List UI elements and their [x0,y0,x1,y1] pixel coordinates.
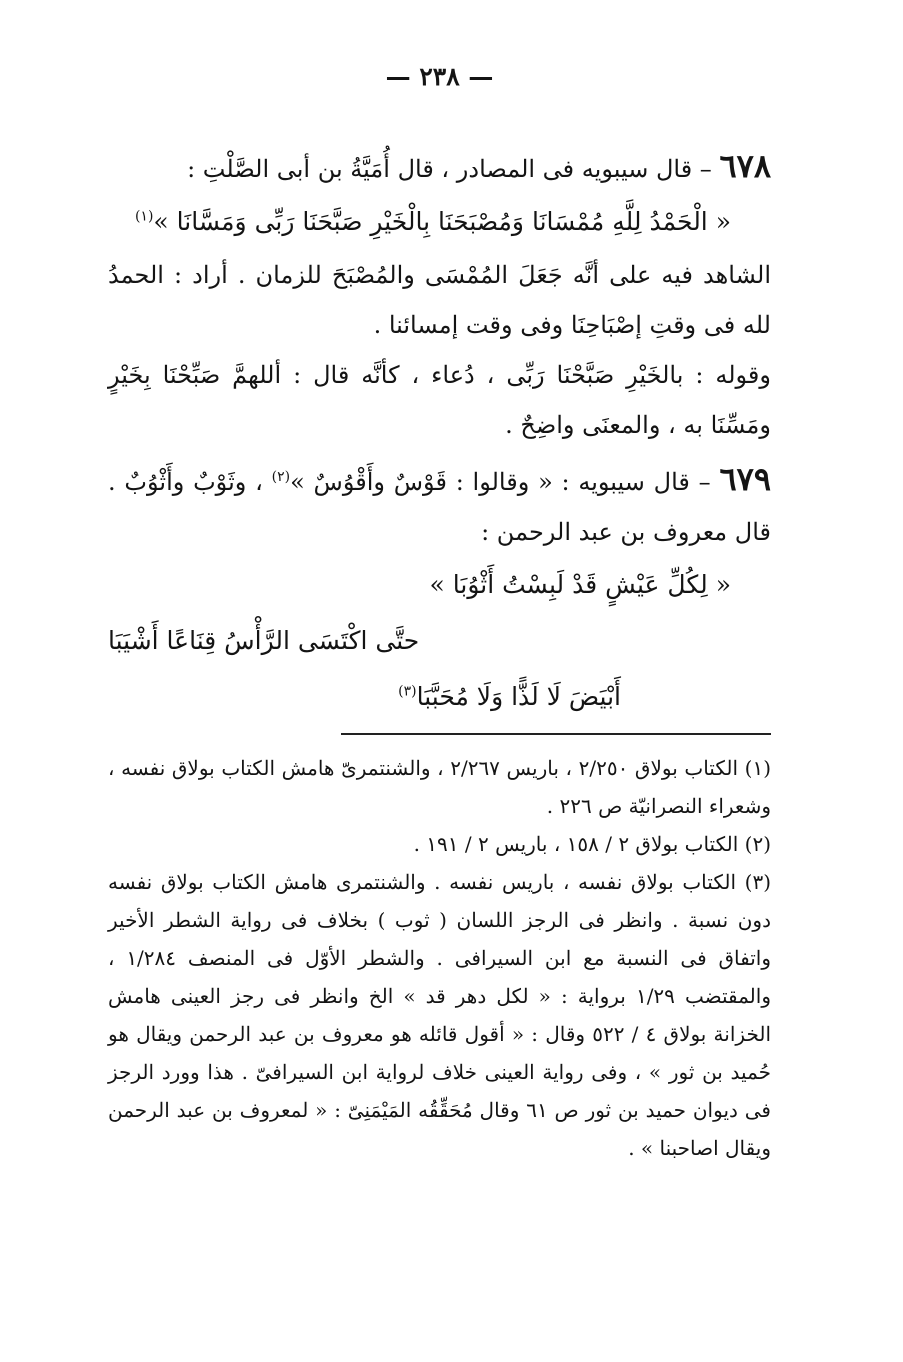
verse-line: « لِكُلِّ عَيْشٍ قَدْ لَبِسْتُ أَثْوُبَا » [429,570,731,599]
footnote-divider [341,733,771,735]
verse-text: « الْحَمْدُ لِلَّهِ مُمْسَانَا وَمُصْبَحَنَا بِالْخَيْرِ صَبَّحَنَا رَبِّى وَمَسَّانَا » [153,207,731,236]
footnote-1: (١) الكتاب بولاق ٢/٢٥٠ ، باريس ٢/٢٦٧ ، والشنتمرىّ هامش الكتاب بولاق نفسه ، وشعراء النصرانيّة ص ٢٢٦ . [108,756,771,818]
entry-intro-text: – قال سيبويه : « وقالوا : قَوْسٌ وأَقْوُسٌ » [290,468,720,496]
commentary-paragraph: وقوله : بالخَيْرِ صَبَّحْنَا رَبِّى ، دُعاء ، كأنَّه قال : أللهمَّ صَبِّحْنَا بِخَيْرٍ ومَسِّنَا به ، والمعنَى واضِحٌ . [108,361,771,439]
verse-line [108,669,771,725]
entry-679-intro [108,454,771,557]
entry-number: ٦٧٩ [719,460,771,498]
footnote-marker: (٣) [398,683,417,700]
verse-line: حتَّى اكْتَسَى الرَّأْسُ قِنَاعًا أَشْيَبَا [108,626,420,655]
footnote-2: (٢) الكتاب بولاق ٢ / ١٥٨ ، باريس ٢ / ١٩١ . [413,832,771,856]
page-number: — ٢٣٨ — [385,62,494,91]
entry-intro-text: – قال سيبويه فى المصادر ، قال أُمَيَّةُ بن أبى الصَّلْتِ : [187,155,720,183]
verse-line [108,194,771,250]
footnote-3: (٣) الكتاب بولاق نفسه ، باريس نفسه . والشنتمرى هامش الكتاب بولاق نفسه دون نسبة . وانظر فى الرجز اللسان ( ثوب ) بخلاف فى رواية الشطر الأخير واتفاق فى النسبة مع ابن السيرافى . والشطر الأوّل فى المنصف ١/٢٨٤ ، والمقتضب ١/٢٩ برواية : « لكل دهر قد » الخ وانظر فى رجز العينى هامش الخزانة بولاق ٤ / ٥٢٢ وقال : « أقول قائله هو معروف بن عبد الرحمن ويقال هو حُميد بن ثور » ، وفى رواية العينى خلاف لرواية ابن السيرافىّ . هذا وورد الرجز فى ديوان حميد بن ثور ص ٦١ وقال مُحَقِّقُه المَيْمَنِىّ : « لمعروف بن عبد الرحمن ويقال اصاحبنا » . [108,870,772,1160]
entry-intro-text-continued: ، وثَوْبٌ وأَثْوُبٌ . قال معروف بن عبد الرحمن : [108,468,771,546]
verse-text: أَبْيَضَ لَا لَذًّا وَلَا مُحَبَّبَا [416,682,621,711]
entry-number: ٦٧٨ [719,147,771,185]
commentary-paragraph: الشاهد فيه على أنَّه جَعَلَ المُمْسَى والمُصْبَحَ للزمان . أراد : الحمدُ لله فى وقتِ إصْبَاحِنَا وفى وقت إمسائنا . [108,261,771,339]
footnote-marker: (١) [134,208,154,225]
footnote-marker: (٢) [271,469,291,485]
entry-678-intro [108,141,771,194]
